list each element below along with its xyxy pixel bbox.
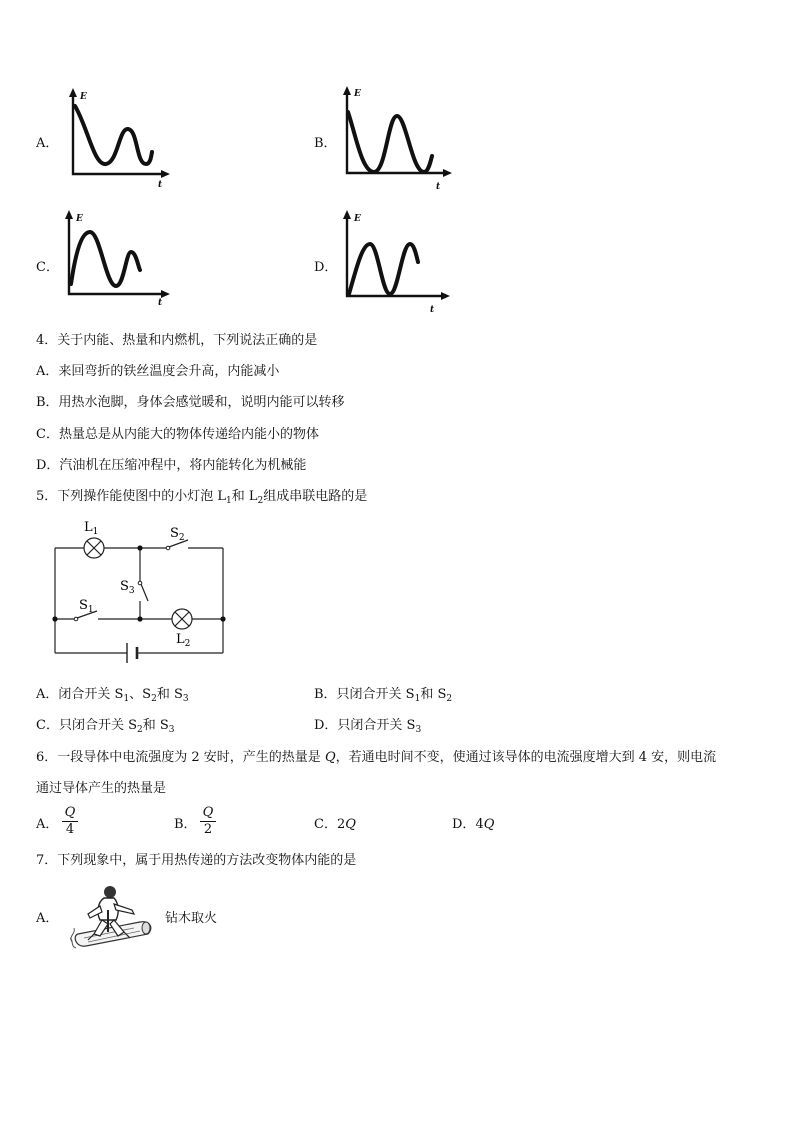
q5-option-b[interactable]: B．只闭合开关 $S_1$和 $S_2$ — [314, 687, 453, 704]
svg-text:t: t — [436, 182, 441, 192]
q5-stem: 5．下列操作能使图中的小灯泡 $L_1$和 $L_2$组成串联电路的是 — [36, 489, 368, 506]
q7-option-a-caption: 钻木取火 — [165, 911, 218, 926]
q6-option-d[interactable]: D．4Q — [452, 817, 495, 832]
q3-option-c-label[interactable]: C． — [36, 260, 59, 275]
q4-option-b[interactable]: B．用热水泡脚，身体会感觉暖和，说明内能可以转移 — [36, 395, 345, 410]
q6-option-c[interactable]: C．2Q — [314, 817, 356, 832]
q3-graph-d — [340, 210, 460, 314]
q4-option-a[interactable]: A．来回弯折的铁丝温度会升高，内能减小 — [36, 364, 280, 379]
q6-option-b-fraction[interactable]: Q 2 — [200, 805, 216, 838]
q5-option-d[interactable]: D．只闭合开关 $S_3$ — [314, 718, 422, 735]
svg-text:E: E — [354, 214, 361, 224]
svg-text:E: E — [354, 89, 361, 99]
q3-graph-a — [66, 88, 176, 188]
drilling-wood-illustration — [70, 884, 156, 956]
q3-option-b-label[interactable]: B． — [314, 136, 337, 151]
q5-option-a[interactable]: A．闭合开关 $S_1$、$S_2$和 $S_3$ — [36, 687, 189, 704]
q5-option-c[interactable]: C．只闭合开关 $S_2$和 $S_3$ — [36, 718, 175, 735]
q7-stem: 7．下列现象中，属于用热传递的方法改变物体内能的是 — [36, 853, 357, 868]
q4-option-d[interactable]: D．汽油机在压缩冲程中，将内能转化为机械能 — [36, 458, 307, 473]
circuit-label-s2: $S_2$ — [170, 526, 185, 543]
q6-stem-line2: 通过导体产生的热量是 — [36, 781, 167, 796]
q4-option-c[interactable]: C．热量总是从内能大的物体传递给内能小的物体 — [36, 427, 319, 442]
q6-option-b-letter[interactable]: B． — [174, 817, 197, 832]
q3-graph-b — [340, 86, 460, 190]
q6-option-a-letter[interactable]: A． — [36, 817, 59, 832]
svg-text:t: t — [158, 298, 163, 308]
circuit-label-l1: $L_1$ — [84, 520, 99, 537]
svg-text:E: E — [80, 92, 87, 102]
q4-stem: 4．关于内能、热量和内燃机，下列说法正确的是 — [36, 333, 318, 348]
svg-text:t: t — [158, 180, 163, 190]
svg-text:t: t — [430, 305, 435, 315]
svg-text:E: E — [76, 214, 83, 224]
q6-stem-line1: 6．一段导体中电流强度为 2 安时，产生的热量是 Q，若通电时间不变，使通过该导体的电流强度增大到 4 安，则电流 — [36, 750, 717, 765]
circuit-label-s1: $S_1$ — [79, 598, 94, 615]
q6-option-a-fraction[interactable]: Q 4 — [62, 805, 78, 838]
circuit-label-s3: $S_3$ — [120, 579, 135, 596]
q5-circuit-diagram — [48, 515, 238, 665]
q3-option-d-label[interactable]: D． — [314, 260, 338, 275]
circuit-label-l2: $L_2$ — [176, 632, 191, 649]
q3-graph-c — [62, 210, 174, 306]
q3-option-a-label[interactable]: A． — [36, 136, 59, 151]
q7-option-a-letter[interactable]: A． — [36, 911, 59, 926]
